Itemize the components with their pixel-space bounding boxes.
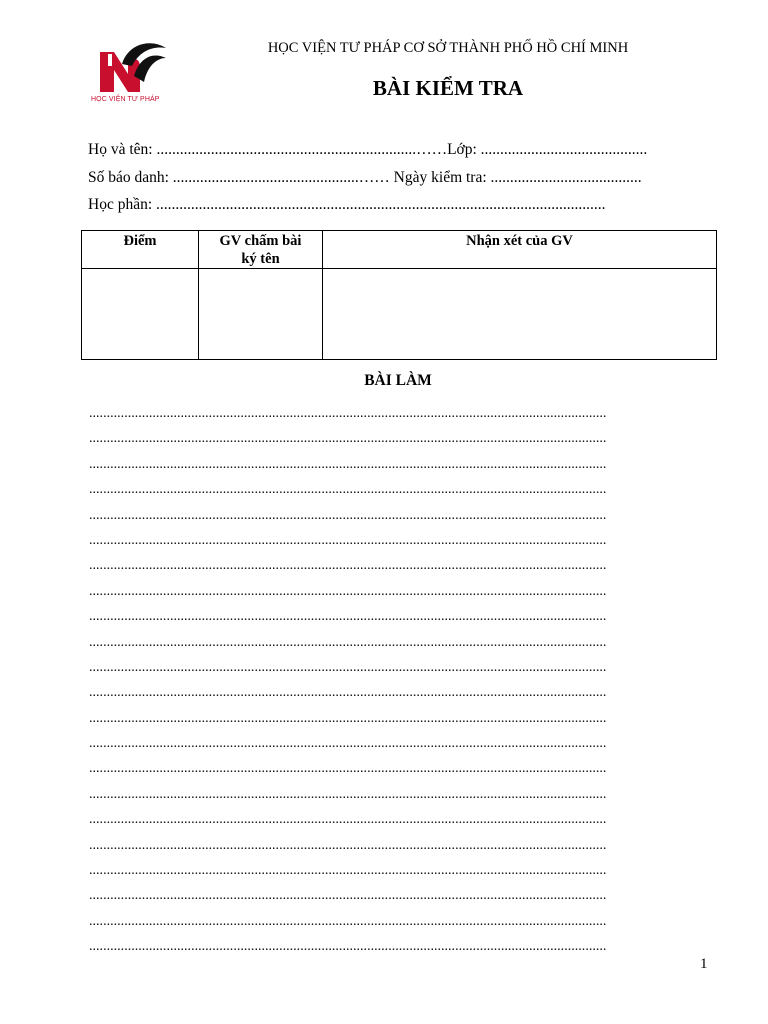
answer-line: ................................................................................................................................................... — [89, 710, 607, 726]
logo-caption: HỌC VIỆN TƯ PHÁP — [91, 96, 160, 103]
name-class-field: Họ và tên: ...................................................................……Lớp: ........................................... — [88, 141, 648, 158]
answer-line: ................................................................................................................................................... — [89, 532, 607, 548]
grader-signature-cell — [199, 269, 323, 360]
answer-line: ................................................................................................................................................... — [89, 761, 607, 777]
answer-line: ................................................................................................................................................... — [89, 634, 607, 650]
page-title: BÀI KIỂM TRA — [372, 76, 524, 100]
answer-line: ................................................................................................................................................... — [89, 888, 607, 904]
answer-line: ................................................................................................................................................... — [89, 913, 607, 929]
answer-line: ................................................................................................................................................... — [89, 939, 607, 955]
answer-line: ................................................................................................................................................... — [89, 431, 607, 447]
answer-line: ................................................................................................................................................... — [89, 736, 607, 752]
answer-line: ................................................................................................................................................... — [89, 659, 607, 675]
answer-line: ................................................................................................................................................... — [89, 786, 607, 802]
page-number: 1 — [700, 956, 708, 972]
answer-lines — [89, 401, 709, 960]
grade-table-row — [82, 269, 717, 360]
grade-table-header — [82, 231, 717, 269]
answer-line: ................................................................................................................................................... — [89, 558, 607, 574]
answer-line: ................................................................................................................................................... — [89, 482, 607, 498]
answer-line: ................................................................................................................................................... — [89, 837, 607, 853]
grade-table — [81, 230, 717, 360]
answer-line: ................................................................................................................................................... — [89, 685, 607, 701]
grader-signature-header: GV chấm bài ký tên — [199, 231, 323, 269]
id-date-field: Số báo danh: ................................................…… Ngày kiểm tra: ....................................... — [88, 169, 642, 186]
institution-name: HỌC VIỆN TƯ PHÁP CƠ SỞ THÀNH PHỐ HỒ CHÍ MINH — [267, 40, 629, 56]
answer-line: ................................................................................................................................................... — [89, 863, 607, 879]
teacher-comment-cell — [323, 269, 717, 360]
course-field: Học phần: .................................................................................................................... — [88, 196, 606, 213]
answer-line: ................................................................................................................................................... — [89, 812, 607, 828]
score-header: Điểm — [82, 231, 199, 269]
answer-line: ................................................................................................................................................... — [89, 456, 607, 472]
answer-line: ................................................................................................................................................... — [89, 609, 607, 625]
section-title: BÀI LÀM — [364, 372, 432, 389]
answer-line: ................................................................................................................................................... — [89, 583, 607, 599]
answer-line: ................................................................................................................................................... — [89, 406, 607, 421]
score-cell — [82, 269, 199, 360]
teacher-comment-header: Nhận xét của GV — [323, 231, 717, 269]
answer-line: ................................................................................................................................................... — [89, 507, 607, 523]
